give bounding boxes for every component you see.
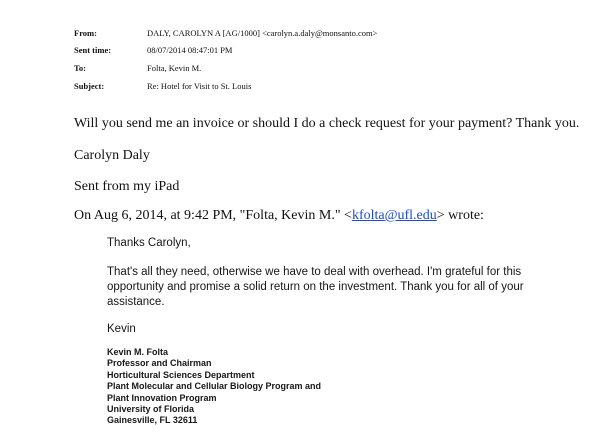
email-link[interactable]: kfolta@ufl.edu xyxy=(351,208,437,223)
signature-line: Gainesville, FL 32611 xyxy=(107,415,198,426)
to-row xyxy=(0,61,600,75)
quote-intro-suffix: > wrote: xyxy=(436,208,484,223)
sent-time-label: Sent time: xyxy=(74,45,112,55)
from-label: From: xyxy=(74,28,97,38)
sent-time-row xyxy=(0,43,600,57)
to-value: Folta, Kevin M. xyxy=(147,63,202,73)
from-row xyxy=(0,26,600,40)
signature-line: University of Florida xyxy=(107,404,195,415)
signature-line: Plant Innovation Program xyxy=(107,392,217,403)
signature-line: Professor and Chairman xyxy=(107,358,212,369)
signature-line: Plant Molecular and Cellular Biology Program and xyxy=(107,381,322,392)
signature-block xyxy=(107,347,321,427)
quote-greeting: Thanks Carolyn, xyxy=(107,237,191,249)
from-value: DALY, CAROLYN A [AG/1000] <carolyn.a.daly@monsanto.com> xyxy=(147,28,378,38)
message-line: Will you send me an invoice or should I do a check request for your payment? Thank you. xyxy=(74,116,580,131)
quote-intro xyxy=(74,207,484,224)
sent-time-value: 08/07/2014 08:47:01 PM xyxy=(147,45,233,55)
sent-from-line: Sent from my iPad xyxy=(74,179,180,194)
quote-intro-prefix: On Aug 6, 2014, at 9:42 PM, "Folta, Kevin M." < xyxy=(74,208,352,223)
subject-label: Subject: xyxy=(74,81,105,91)
signature-line: Kevin M. Folta xyxy=(107,347,169,357)
to-label: To: xyxy=(74,63,86,73)
signoff-name: Carolyn Daly xyxy=(74,148,150,163)
quote-closing: Kevin xyxy=(107,323,136,335)
signature-line: Horticultural Sciences Department xyxy=(107,369,255,380)
subject-value: Re: Hotel for Visit to St. Louis xyxy=(147,81,252,91)
quote-paragraph: That's all they need, otherwise we have to deal with overhead. I'm grateful for this opportunity and promise a solid return on the investment. Thank you for all of your assistance. xyxy=(107,266,524,308)
subject-row xyxy=(0,79,600,93)
